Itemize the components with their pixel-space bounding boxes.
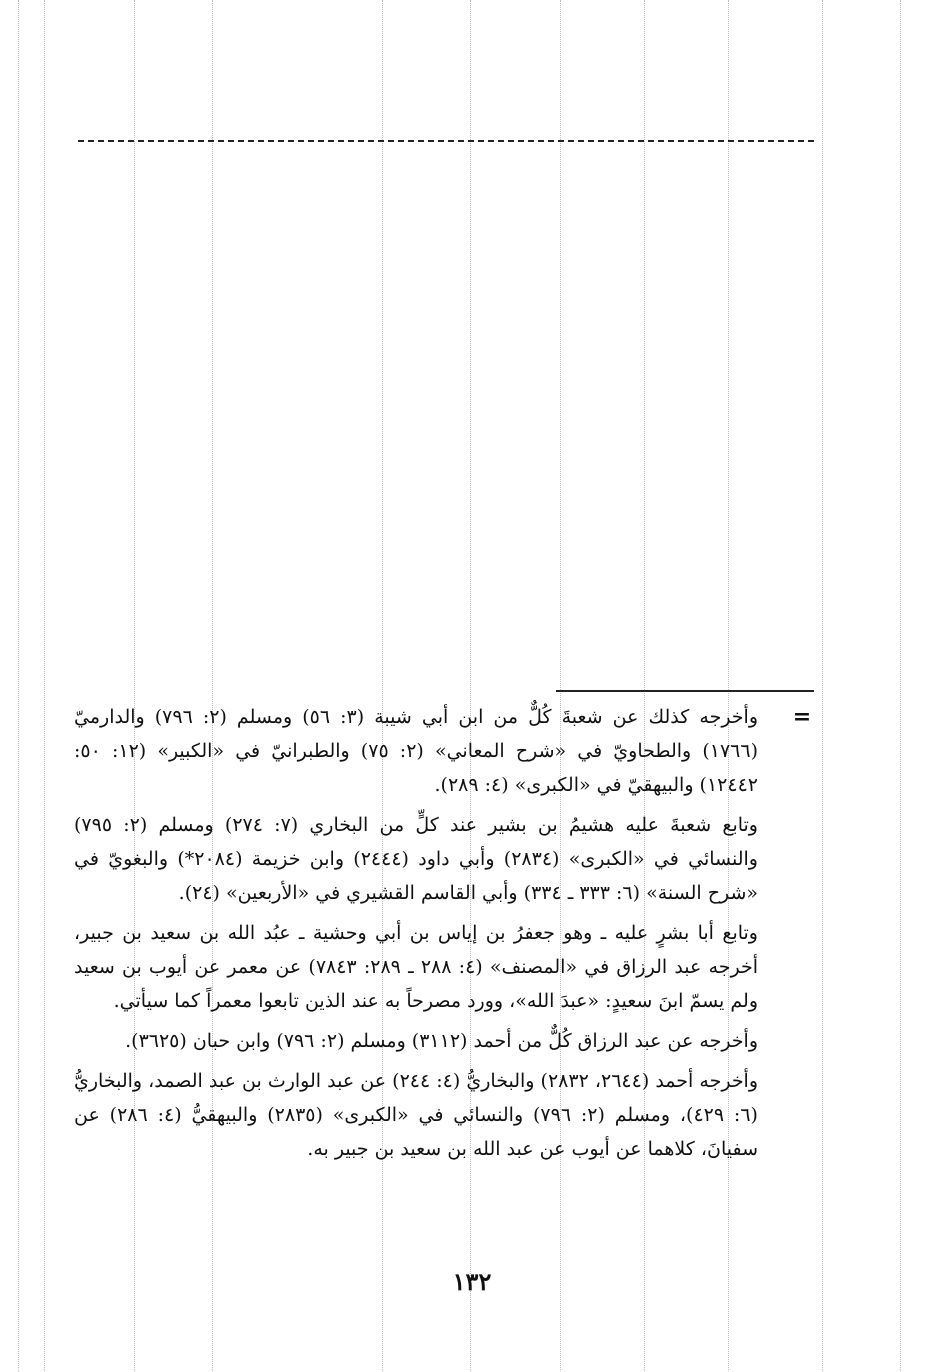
- footnote-continuation-mark: =: [792, 704, 812, 730]
- scan-guide-line: [44, 0, 45, 1372]
- footnote-paragraph-5: وأخرجه أحمد (٢٦٤٤، ٢٨٣٢) والبخاريُّ (٤: ٢٤٤) عن عبد الوارث بن عبد الصمد، والبخاريُّ (٦: ٤٢٩)، ومسلم (٢: ٧٩٦) والنسائي في «الكبرى» (٢٨٣٥) والبيهقيُّ (٤: ٢٨٦) عن سفيانَ، كلاهما عن أيوب عن عبد الله بن سعيد بن جبير به.: [74, 1070, 759, 1160]
- footnote-paragraph-4: وأخرجه عن عبد الرزاق كُلٌّ من أحمد (٣١١٢) ومسلم (٢: ٧٩٦) وابن حبان (٣٦٢٥).: [125, 1030, 758, 1052]
- footnote-paragraph-3: وتابع أبا بشرٍ عليه ـ وهو جعفرُ بن إياس بن أبي وحشية ـ عبُد الله بن سعيد بن جبير، أخرجه عبد الرزاق في «المصنف» (٤: ٢٨٨ ـ ٢٨٩: ٧٨٤٣) عن معمر عن أيوب بن سعيد ولم يسمّ ابنَ سعيدٍ: «عبدَ الله»، وورد مصرحاً به عند الذين تابعوا معمراً كما سيأتي.: [74, 922, 759, 1012]
- scan-guide-line: [822, 0, 823, 1372]
- scan-guide-line: [18, 0, 19, 1372]
- footnote-paragraph-1: وأخرجه كذلك عن شعبةَ كُلٌّ من ابن أبي شيبة (٣: ٥٦) ومسلم (٢: ٧٩٦) والدارميّ (١٧٦٦) والطحاويّ في «شرح المعاني» (٢: ٧٥) والطبرانيّ في «الكبير» (١٢: ٥٠: ١٢٤٤٢) والبيهقيّ في «الكبرى» (٤: ٢٨٩).: [74, 706, 758, 796]
- page-number: ١٣٢: [452, 1267, 492, 1296]
- footnote-paragraph-2: وتابع شعبةَ عليه هشيمُ بن بشير عند كلٍّ من البخاري (٧: ٢٧٤) ومسلم (٢: ٧٩٥) والنسائي في «الكبرى» (٢٨٣٤) وأبي داود (٢٤٤٤) وابن خزيمة (٢٠٨٤*) والبغويّ في «شرح السنة» (٦: ٣٣٣ ـ ٣٣٤) وأبي القاسم القشيري في «الأربعين» (٢٤).: [74, 814, 758, 904]
- footnote-separator-rule: [556, 690, 814, 692]
- header-dashed-rule: [78, 140, 814, 142]
- scan-guide-line: [900, 0, 901, 1372]
- footnote-text-block: [74, 700, 758, 1172]
